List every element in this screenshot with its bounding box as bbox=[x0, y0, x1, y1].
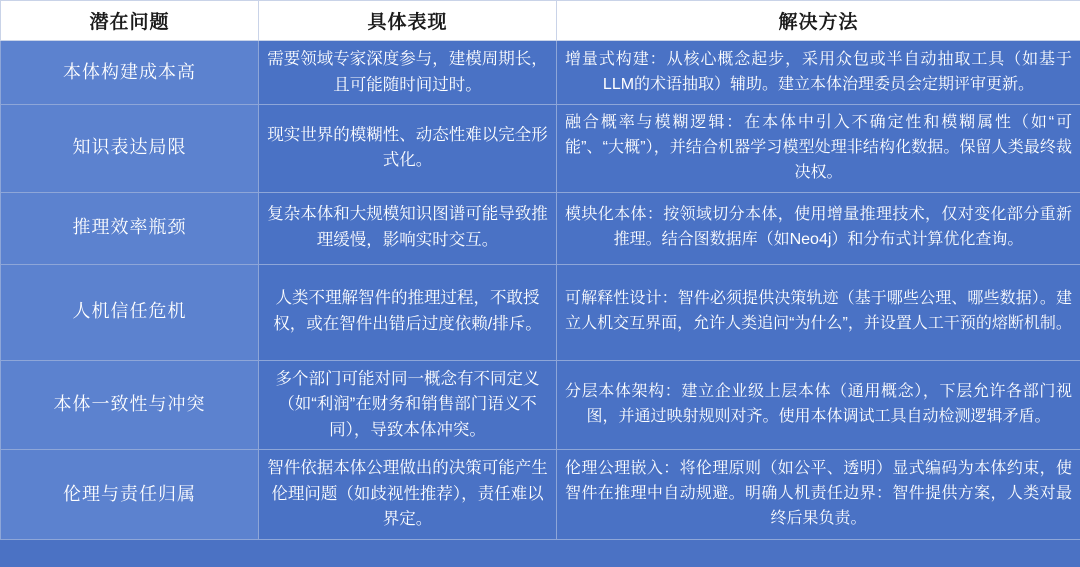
cell-issue: 人机信任危机 bbox=[1, 264, 259, 360]
table-header bbox=[1, 1, 1080, 41]
cell-manifestation: 人类不理解智件的推理过程，不敢授权，或在智件出错后过度依赖/排斥。 bbox=[259, 264, 557, 360]
cell-issue: 本体一致性与冲突 bbox=[1, 360, 259, 450]
table-header-row bbox=[1, 1, 1080, 41]
table-row bbox=[1, 192, 1080, 264]
cell-solution: 可解释性设计：智件必须提供决策轨迹（基于哪些公理、哪些数据）。建立人机交互界面，允许人类追问“为什么”，并设置人工干预的熔断机制。 bbox=[557, 264, 1080, 360]
cell-solution: 分层本体架构：建立企业级上层本体（通用概念），下层允许各部门视图，并通过映射规则对齐。使用本体调试工具自动检测逻辑矛盾。 bbox=[557, 360, 1080, 450]
table-row bbox=[1, 264, 1080, 360]
cell-manifestation: 需要领域专家深度参与，建模周期长，且可能随时间过时。 bbox=[259, 41, 557, 105]
cell-manifestation: 多个部门可能对同一概念有不同定义（如“利润”在财务和销售部门语义不同），导致本体冲突。 bbox=[259, 360, 557, 450]
column-header-manifestation: 具体表现 bbox=[259, 1, 557, 41]
cell-issue: 本体构建成本高 bbox=[1, 41, 259, 105]
cell-solution: 增量式构建：从核心概念起步，采用众包或半自动抽取工具（如基于LLM的术语抽取）辅助。建立本体治理委员会定期评审更新。 bbox=[557, 41, 1080, 105]
cell-manifestation: 智件依据本体公理做出的决策可能产生伦理问题（如歧视性推荐），责任难以界定。 bbox=[259, 450, 557, 540]
cell-solution: 伦理公理嵌入：将伦理原则（如公平、透明）显式编码为本体约束，使智件在推理中自动规避。明确人机责任边界：智件提供方案，人类对最终后果负责。 bbox=[557, 450, 1080, 540]
table-row bbox=[1, 41, 1080, 105]
column-header-solution: 解决方法 bbox=[557, 1, 1080, 41]
table-row bbox=[1, 360, 1080, 450]
cell-solution: 模块化本体：按领域切分本体，使用增量推理技术，仅对变化部分重新推理。结合图数据库（如Neo4j）和分布式计算优化查询。 bbox=[557, 192, 1080, 264]
table-row bbox=[1, 450, 1080, 540]
table-row bbox=[1, 105, 1080, 192]
cell-solution: 融合概率与模糊逻辑：在本体中引入不确定性和模糊属性（如“可能”、“大概”），并结合机器学习模型处理非结构化数据。保留人类最终裁决权。 bbox=[557, 105, 1080, 192]
cell-manifestation: 现实世界的模糊性、动态性难以完全形式化。 bbox=[259, 105, 557, 192]
cell-issue: 推理效率瓶颈 bbox=[1, 192, 259, 264]
cell-manifestation: 复杂本体和大规模知识图谱可能导致推理缓慢，影响实时交互。 bbox=[259, 192, 557, 264]
cell-issue: 伦理与责任归属 bbox=[1, 450, 259, 540]
cell-issue: 知识表达局限 bbox=[1, 105, 259, 192]
table-body bbox=[1, 41, 1080, 540]
column-header-issue: 潜在问题 bbox=[1, 1, 259, 41]
